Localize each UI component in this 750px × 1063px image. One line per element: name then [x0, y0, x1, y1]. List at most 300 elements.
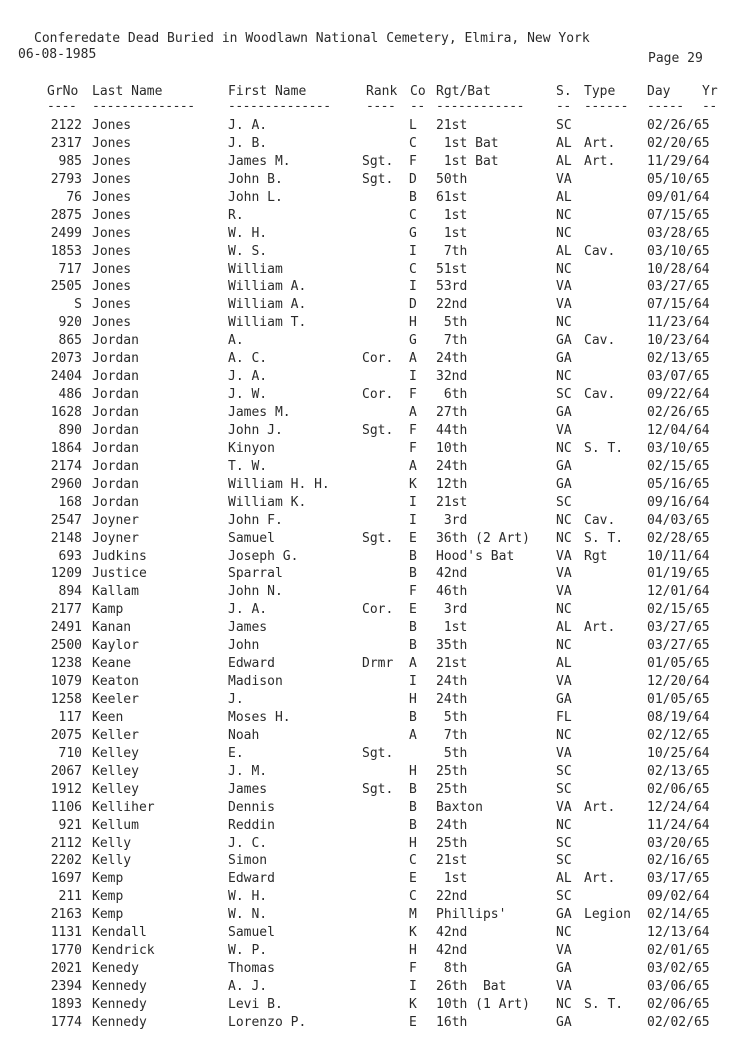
grave-number-cell: 2505 [50, 279, 82, 295]
grave-number-cell: 1774 [50, 1014, 82, 1030]
rank-cell: Sgt. [362, 745, 394, 761]
state-cell: NC [556, 261, 572, 277]
last-name-cell: Kelliher [92, 799, 155, 815]
first-name-cell: A. [228, 333, 244, 349]
death-date-cell: 11/23/64 [647, 315, 710, 331]
regiment-cell: 1st Bat [436, 135, 499, 151]
grave-number-cell: 710 [58, 745, 82, 761]
state-cell: SC [556, 118, 572, 133]
company-cell: F [409, 387, 417, 403]
last-name-cell: Jones [92, 171, 132, 187]
death-date-cell: 07/15/64 [647, 297, 710, 313]
death-date-cell: 10/25/64 [647, 745, 710, 761]
state-cell: NC [556, 440, 572, 456]
grave-number-cell: 2547 [50, 512, 82, 528]
regiment-cell: 7th [436, 243, 468, 259]
rule-rgt: ------------ [436, 99, 524, 114]
regiment-cell: 50th [436, 171, 468, 187]
company-cell: K [409, 476, 417, 492]
state-cell: VA [556, 279, 572, 295]
regiment-cell: 5th [436, 315, 468, 331]
regiment-cell: Phillips' [436, 907, 507, 923]
grave-number-cell: 117 [58, 709, 82, 725]
death-date-cell: 02/15/65 [647, 458, 710, 474]
company-cell: B [409, 638, 417, 654]
table-row [0, 368, 750, 386]
rank-cell: Sgt. [362, 171, 394, 187]
grave-number-cell: 894 [58, 584, 82, 600]
col-day: Day [647, 84, 671, 99]
company-cell: A [409, 405, 417, 420]
death-date-cell: 03/28/65 [647, 225, 710, 241]
last-name-cell: Kennedy [92, 979, 147, 994]
last-name-cell: Kennedy [92, 1014, 147, 1030]
company-cell: L [409, 118, 417, 133]
regiment-cell: 1st [436, 871, 468, 887]
regiment-cell: 46th [436, 584, 468, 600]
last-name-cell: Jordan [92, 422, 139, 438]
first-name-cell: Lorenzo P. [228, 1014, 307, 1030]
grave-number-cell: 2075 [50, 727, 82, 743]
regiment-cell: 10th (1 Art) [436, 996, 530, 1012]
table-row [0, 314, 750, 332]
grave-number-cell: 1864 [50, 440, 82, 456]
state-cell: SC [556, 387, 572, 403]
last-name-cell: Jones [92, 189, 132, 205]
regiment-cell: 42nd [436, 943, 468, 959]
company-cell: K [409, 996, 417, 1012]
regiment-cell: 25th [436, 835, 468, 851]
death-date-cell: 10/28/64 [647, 261, 710, 277]
death-date-cell: 02/14/65 [647, 907, 710, 923]
death-date-cell: 02/16/65 [647, 853, 710, 869]
death-date-cell: 10/11/64 [647, 548, 710, 564]
regiment-cell: Baxton [436, 799, 483, 815]
death-date-cell: 03/06/65 [647, 979, 710, 994]
company-cell: I [409, 979, 417, 994]
table-row [0, 207, 750, 225]
company-cell: F [409, 440, 417, 456]
first-name-cell: Madison [228, 674, 283, 690]
last-name-cell: Kellum [92, 817, 139, 833]
company-cell: D [409, 171, 417, 187]
first-name-cell: John L. [228, 189, 283, 205]
col-rgt-bat: Rgt/Bat [436, 84, 491, 99]
death-date-cell: 09/02/64 [647, 889, 710, 905]
table-row [0, 691, 750, 709]
first-name-cell: Noah [228, 727, 260, 743]
last-name-cell: Judkins [92, 548, 147, 564]
last-name-cell: Jordan [92, 476, 139, 492]
regiment-cell: 32nd [436, 369, 468, 385]
company-cell: F [409, 961, 417, 977]
grave-number-cell: 2404 [50, 369, 82, 385]
document-date: 06-08-1985 [18, 47, 97, 62]
rule-grno: ---- [47, 99, 77, 114]
first-name-cell: Reddin [228, 817, 275, 833]
death-date-cell: 02/02/65 [647, 1014, 710, 1030]
company-cell: G [409, 333, 417, 349]
table-row [0, 153, 750, 171]
death-date-cell: 01/19/65 [647, 566, 710, 582]
death-date-cell: 09/01/64 [647, 189, 710, 205]
grave-number-cell: 1697 [50, 871, 82, 887]
table-row [0, 942, 750, 960]
first-name-cell: Dennis [228, 799, 275, 815]
table-row [0, 870, 750, 888]
death-date-cell: 02/26/65 [647, 118, 710, 133]
table-row [0, 189, 750, 207]
last-name-cell: Jones [92, 279, 132, 295]
grave-number-cell: 2148 [50, 530, 82, 546]
last-name-cell: Keeler [92, 692, 139, 707]
state-cell: VA [556, 297, 572, 313]
first-name-cell: John J. [228, 422, 283, 438]
rule-yr: -- [702, 99, 717, 114]
last-name-cell: Jones [92, 207, 132, 223]
death-date-cell: 03/20/65 [647, 835, 710, 851]
table-row [0, 583, 750, 601]
table-row [0, 440, 750, 458]
last-name-cell: Kelley [92, 763, 139, 779]
last-name-cell: Keen [92, 709, 124, 725]
first-name-cell: T. W. [228, 458, 268, 474]
state-cell: SC [556, 781, 572, 797]
company-cell: B [409, 817, 417, 833]
document-title: Conferedate Dead Buried in Woodlawn National Cemetery, Elmira, New York [34, 31, 590, 46]
regiment-cell: 36th (2 Art) [436, 530, 530, 546]
regiment-cell: 24th [436, 692, 468, 707]
table-row [0, 727, 750, 745]
grave-number-cell: 1912 [50, 781, 82, 797]
state-cell: VA [556, 943, 572, 959]
company-cell: B [409, 799, 417, 815]
first-name-cell: William A. [228, 279, 307, 295]
table-row [0, 278, 750, 296]
state-cell: VA [556, 674, 572, 690]
company-cell: B [409, 189, 417, 205]
table-row [0, 781, 750, 799]
grave-number-cell: 2500 [50, 638, 82, 654]
regiment-cell: 7th [436, 727, 468, 743]
last-name-cell: Jordan [92, 333, 139, 349]
regiment-cell: 22nd [436, 297, 468, 313]
table-row [0, 386, 750, 404]
first-name-cell: Thomas [228, 961, 275, 977]
table-row [0, 709, 750, 727]
table-row [0, 996, 750, 1014]
state-cell: VA [556, 548, 572, 564]
first-name-cell: W. N. [228, 907, 268, 923]
company-cell: C [409, 207, 417, 223]
state-cell: VA [556, 745, 572, 761]
death-date-cell: 02/06/65 [647, 996, 710, 1012]
rank-cell: Cor. [362, 351, 394, 367]
state-cell: NC [556, 817, 572, 833]
rule-co: -- [410, 99, 425, 114]
death-date-cell: 02/12/65 [647, 727, 710, 743]
last-name-cell: Kemp [92, 889, 124, 905]
state-cell: NC [556, 996, 572, 1012]
regiment-cell: 7th [436, 333, 468, 349]
table-row [0, 530, 750, 548]
last-name-cell: Joyner [92, 530, 139, 546]
company-cell: I [409, 369, 417, 385]
unit-type-cell: Art. [584, 871, 616, 887]
state-cell: AL [556, 871, 572, 887]
state-cell: NC [556, 225, 572, 241]
grave-number-cell: 717 [58, 261, 82, 277]
death-date-cell: 05/16/65 [647, 476, 710, 492]
company-cell: C [409, 261, 417, 277]
regiment-cell: 35th [436, 638, 468, 654]
table-row [0, 565, 750, 583]
company-cell: A [409, 656, 417, 672]
regiment-cell: 1st Bat [436, 153, 499, 169]
table-row [0, 135, 750, 153]
regiment-cell: 21st [436, 656, 468, 672]
company-cell: H [409, 315, 417, 331]
regiment-cell: 53rd [436, 279, 468, 295]
state-cell: GA [556, 458, 572, 474]
table-row [0, 548, 750, 566]
grave-number-cell: 1628 [50, 405, 82, 420]
grave-number-cell: 2793 [50, 171, 82, 187]
grave-number-cell: 921 [58, 817, 82, 833]
grave-number-cell: 2875 [50, 207, 82, 223]
state-cell: NC [556, 638, 572, 654]
rule-state: -- [556, 99, 571, 114]
death-date-cell: 03/10/65 [647, 243, 710, 259]
death-date-cell: 01/05/65 [647, 692, 710, 707]
table-row [0, 799, 750, 817]
state-cell: NC [556, 925, 572, 941]
last-name-cell: Kendall [92, 925, 147, 941]
table-row [0, 745, 750, 763]
regiment-cell: 1st [436, 207, 468, 223]
company-cell: B [409, 620, 417, 636]
state-cell: GA [556, 907, 572, 923]
unit-type-cell: Cav. [584, 243, 616, 259]
company-cell: F [409, 153, 417, 169]
last-name-cell: Kamp [92, 602, 124, 618]
grave-number-cell: 890 [58, 422, 82, 438]
state-cell: AL [556, 189, 572, 205]
last-name-cell: Jones [92, 315, 132, 331]
last-name-cell: Kanan [92, 620, 132, 636]
rank-cell: Sgt. [362, 422, 394, 438]
table-row [0, 835, 750, 853]
regiment-cell: 3rd [436, 602, 468, 618]
company-cell: I [409, 243, 417, 259]
death-date-cell: 11/24/64 [647, 817, 710, 833]
last-name-cell: Kaylor [92, 638, 139, 654]
first-name-cell: William T. [228, 315, 307, 331]
last-name-cell: Kennedy [92, 996, 147, 1012]
first-name-cell: William H. H. [228, 476, 330, 492]
regiment-cell: 16th [436, 1014, 468, 1030]
table-row [0, 261, 750, 279]
first-name-cell: A. J. [228, 979, 268, 994]
last-name-cell: Kelly [92, 853, 132, 869]
table-row [0, 512, 750, 530]
death-date-cell: 02/06/65 [647, 781, 710, 797]
death-date-cell: 12/01/64 [647, 584, 710, 600]
rule-rank: ---- [366, 99, 396, 114]
company-cell: H [409, 835, 417, 851]
grave-number-cell: 1238 [50, 656, 82, 672]
state-cell: GA [556, 333, 572, 349]
col-last-name: Last Name [92, 84, 163, 99]
first-name-cell: J. A. [228, 369, 268, 385]
death-date-cell: 02/15/65 [647, 602, 710, 618]
regiment-cell: 22nd [436, 889, 468, 905]
regiment-cell: 1st [436, 225, 468, 241]
state-cell: SC [556, 835, 572, 851]
state-cell: VA [556, 979, 572, 994]
grave-number-cell: 2174 [50, 458, 82, 474]
first-name-cell: Edward [228, 871, 275, 887]
col-co: Co [410, 84, 426, 99]
regiment-cell: 3rd [436, 512, 468, 528]
grave-number-cell: 2067 [50, 763, 82, 779]
company-cell: I [409, 279, 417, 295]
burial-table [0, 117, 750, 1032]
death-date-cell: 01/05/65 [647, 656, 710, 672]
first-name-cell: James [228, 781, 268, 797]
grave-number-cell: 985 [58, 153, 82, 169]
first-name-cell: A. C. [228, 351, 268, 367]
rule-last: -------------- [92, 99, 195, 114]
grave-number-cell: 2163 [50, 907, 82, 923]
grave-number-cell: 2021 [50, 961, 82, 977]
last-name-cell: Jordan [92, 494, 139, 510]
first-name-cell: Levi B. [228, 996, 283, 1012]
death-date-cell: 07/15/65 [647, 207, 710, 223]
state-cell: SC [556, 853, 572, 869]
last-name-cell: Kelley [92, 781, 139, 797]
first-name-cell: James M. [228, 405, 291, 420]
rule-type: ------ [584, 99, 628, 114]
death-date-cell: 03/10/65 [647, 440, 710, 456]
unit-type-cell: Legion [584, 907, 631, 923]
grave-number-cell: 211 [58, 889, 82, 905]
table-row [0, 332, 750, 350]
unit-type-cell: S. T. [584, 996, 624, 1012]
death-date-cell: 12/13/64 [647, 925, 710, 941]
rank-cell: Sgt. [362, 530, 394, 546]
company-cell: A [409, 351, 417, 367]
regiment-cell: 44th [436, 422, 468, 438]
death-date-cell: 12/04/64 [647, 422, 710, 438]
death-date-cell: 05/10/65 [647, 171, 710, 187]
grave-number-cell: 2499 [50, 225, 82, 241]
col-grno: GrNo [47, 84, 79, 99]
table-row [0, 888, 750, 906]
grave-number-cell: 1770 [50, 943, 82, 959]
grave-number-cell: 2317 [50, 135, 82, 151]
death-date-cell: 09/16/64 [647, 494, 710, 510]
table-row [0, 637, 750, 655]
col-first-name: First Name [228, 84, 307, 99]
regiment-cell: Hood's Bat [436, 548, 515, 564]
death-date-cell: 03/27/65 [647, 620, 710, 636]
last-name-cell: Kemp [92, 907, 124, 923]
first-name-cell: J. [228, 692, 244, 707]
grave-number-cell: 1131 [50, 925, 82, 941]
state-cell: NC [556, 207, 572, 223]
first-name-cell: William A. [228, 297, 307, 313]
last-name-cell: Kelly [92, 835, 132, 851]
unit-type-cell: Art. [584, 620, 616, 636]
table-row [0, 601, 750, 619]
table-row [0, 494, 750, 512]
grave-number-cell: 2073 [50, 351, 82, 367]
company-cell: I [409, 674, 417, 690]
first-name-cell: John N. [228, 584, 283, 600]
unit-type-cell: Art. [584, 799, 616, 815]
regiment-cell: 61st [436, 189, 468, 205]
regiment-cell: 24th [436, 458, 468, 474]
regiment-cell: 42nd [436, 566, 468, 582]
state-cell: GA [556, 692, 572, 707]
first-name-cell: R. [228, 207, 244, 223]
first-name-cell: James [228, 620, 268, 636]
death-date-cell: 12/20/64 [647, 674, 710, 690]
state-cell: NC [556, 315, 572, 331]
regiment-cell: 6th [436, 387, 468, 403]
regiment-cell: 21st [436, 118, 468, 133]
first-name-cell: John [228, 638, 260, 654]
death-date-cell: 02/20/65 [647, 135, 710, 151]
unit-type-cell: Art. [584, 153, 616, 169]
last-name-cell: Jones [92, 225, 132, 241]
table-row [0, 960, 750, 978]
state-cell: SC [556, 763, 572, 779]
first-name-cell: J. C. [228, 835, 268, 851]
table-row [0, 422, 750, 440]
company-cell: K [409, 925, 417, 941]
table-row [0, 619, 750, 637]
company-cell: F [409, 584, 417, 600]
company-cell: E [409, 602, 417, 618]
company-cell: C [409, 853, 417, 869]
table-row [0, 171, 750, 189]
state-cell: VA [556, 799, 572, 815]
last-name-cell: Justice [92, 566, 147, 582]
first-name-cell: J. A. [228, 118, 268, 133]
state-cell: GA [556, 1014, 572, 1030]
first-name-cell: Moses H. [228, 709, 291, 725]
first-name-cell: Kinyon [228, 440, 275, 456]
grave-number-cell: 168 [58, 494, 82, 510]
company-cell: H [409, 692, 417, 707]
death-date-cell: 03/02/65 [647, 961, 710, 977]
company-cell: D [409, 297, 417, 313]
regiment-cell: 5th [436, 709, 468, 725]
table-row [0, 924, 750, 942]
company-cell: A [409, 458, 417, 474]
regiment-cell: 12th [436, 476, 468, 492]
first-name-cell: William K. [228, 494, 307, 510]
company-cell: B [409, 781, 417, 797]
state-cell: GA [556, 405, 572, 420]
last-name-cell: Jordan [92, 387, 139, 403]
first-name-cell: Samuel [228, 530, 275, 546]
last-name-cell: Jones [92, 243, 132, 259]
death-date-cell: 12/24/64 [647, 799, 710, 815]
unit-type-cell: Cav. [584, 333, 616, 349]
